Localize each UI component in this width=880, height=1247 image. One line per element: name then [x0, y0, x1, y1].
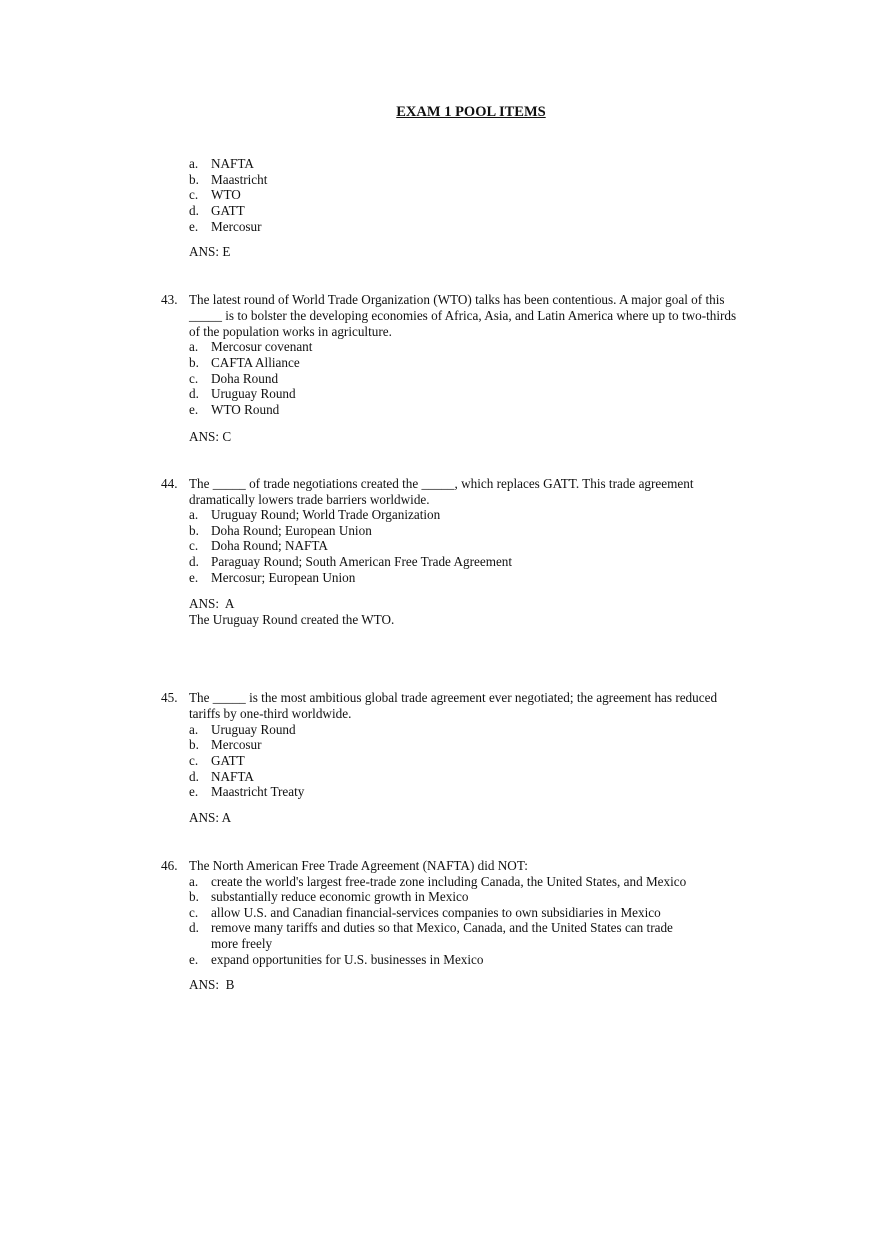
- question-number: 46.: [161, 858, 178, 873]
- option-46a: a. create the world's largest free-trade zone including Canada, the United States, and Mexico: [189, 874, 687, 889]
- question-number: 44.: [161, 476, 178, 491]
- answer-42: ANS: E: [189, 244, 231, 259]
- option-44b: b. Doha Round; European Union: [189, 523, 372, 538]
- option-44d: d. Paraguay Round; South American Free Trade Agreement: [189, 554, 513, 569]
- option-43a: a. Mercosur covenant: [189, 339, 313, 354]
- option-42a: a. NAFTA: [189, 156, 254, 171]
- option-45c: c. GATT: [189, 753, 245, 768]
- option-42e: e. Mercosur: [189, 219, 262, 234]
- question-text: The _____ is the most ambitious global trade agreement ever negotiated; the agreement has reduced tariffs by one-third worldwide.: [189, 690, 718, 721]
- option-42c: c. WTO: [189, 187, 241, 202]
- question-text: The North American Free Trade Agreement (NAFTA) did NOT:: [189, 858, 528, 873]
- option-45a: a. Uruguay Round: [189, 722, 296, 737]
- question-number: 43.: [161, 292, 178, 307]
- option-42d: d. GATT: [189, 203, 245, 218]
- option-42b: b. Maastricht: [189, 172, 268, 187]
- question-text: The latest round of World Trade Organization (WTO) talks has been contentious. A major goal of this _____ is to bolster the developing economies of Africa, Asia, and Latin America where up to two-thirds of the population works in agriculture.: [189, 292, 737, 339]
- option-45b: b. Mercosur: [189, 737, 262, 752]
- question-number: 45.: [161, 690, 178, 705]
- option-43c: c. Doha Round: [189, 371, 279, 386]
- option-44a: a. Uruguay Round; World Trade Organization: [189, 507, 441, 522]
- option-43d: d. Uruguay Round: [189, 386, 296, 401]
- answer-explanation: The Uruguay Round created the WTO.: [189, 612, 395, 627]
- answer-46: ANS: B: [189, 977, 235, 992]
- answer-44: ANS: A: [189, 596, 235, 611]
- question-text: The _____ of trade negotiations created the _____, which replaces GATT. This trade agreement dramatically lowers trade barriers worldwide.: [189, 476, 694, 507]
- option-43b: b. CAFTA Alliance: [189, 355, 300, 370]
- option-45e: e. Maastricht Treaty: [189, 784, 305, 799]
- option-45d: d. NAFTA: [189, 769, 254, 784]
- option-46c: c. allow U.S. and Canadian financial-services companies to own subsidiaries in Mexico: [189, 905, 661, 920]
- option-46d: d. remove many tariffs and duties so that Mexico, Canada, and the United States can trade more freely: [189, 920, 673, 951]
- answer-43: ANS: C: [189, 429, 232, 444]
- option-44e: e. Mercosur; European Union: [189, 570, 356, 585]
- option-43e: e. WTO Round: [189, 402, 280, 417]
- answer-45: ANS: A: [189, 810, 232, 825]
- page-title: EXAM 1 POOL ITEMS: [396, 104, 546, 120]
- option-46b: b. substantially reduce economic growth in Mexico: [189, 889, 469, 904]
- option-46e: e. expand opportunities for U.S. businesses in Mexico: [189, 952, 484, 967]
- option-44c: c. Doha Round; NAFTA: [189, 538, 328, 553]
